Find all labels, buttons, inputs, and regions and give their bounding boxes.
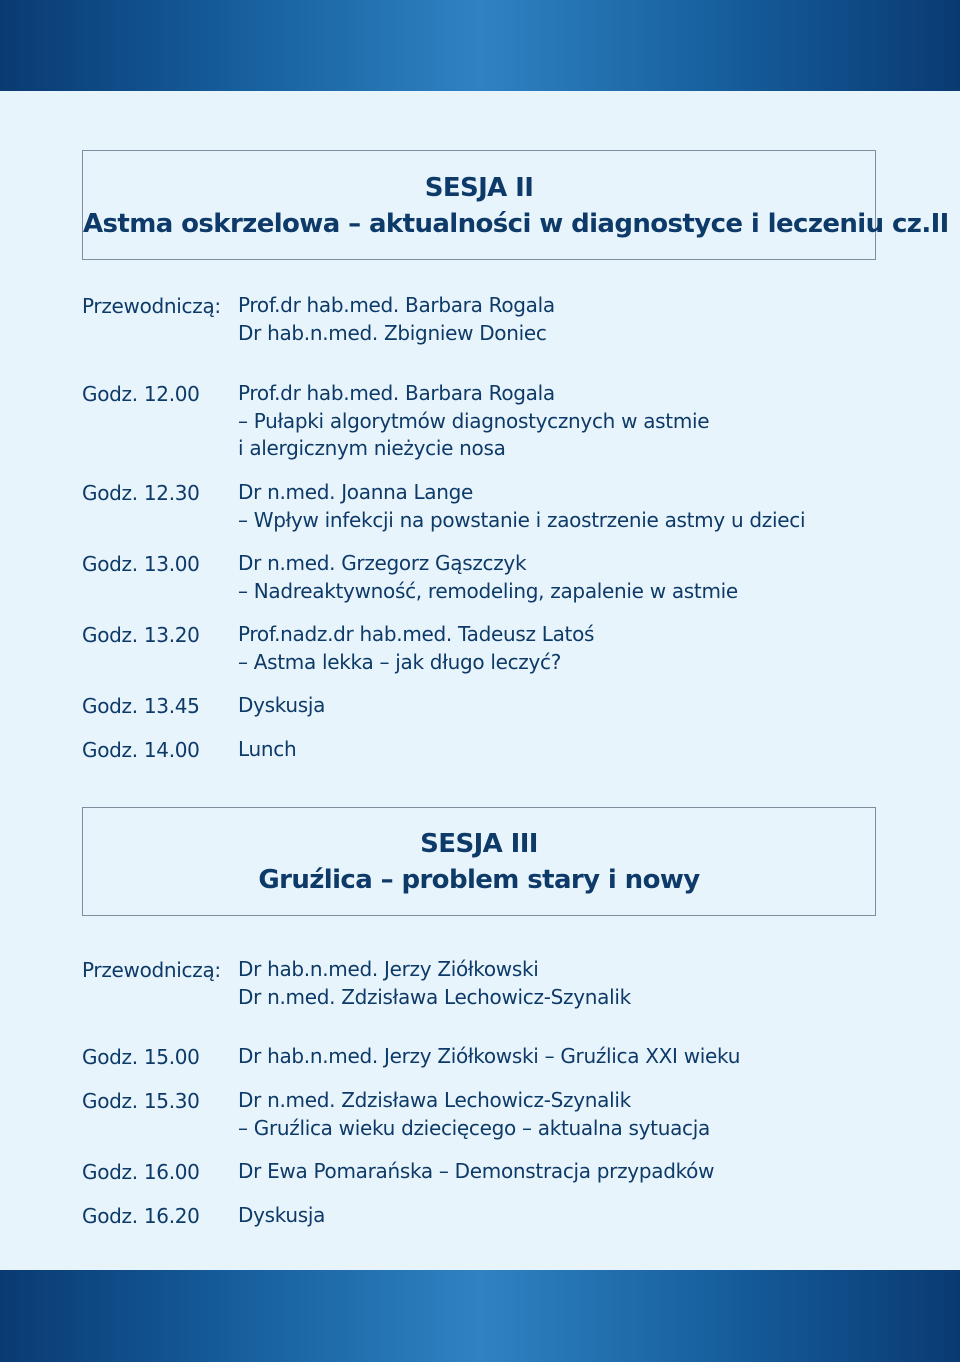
agenda-item (238, 1043, 740, 1071)
session-2-chairs (238, 292, 555, 347)
agenda-line: – Gruźlica wieku dziecięcego – aktualna sytuacja (238, 1115, 710, 1140)
session-2-chairs-label: Przewodniczą: (82, 294, 221, 318)
time-label: Godz. 12.30 (82, 481, 200, 505)
time-label: Godz. 13.00 (82, 552, 200, 576)
agenda-line: – Astma lekka – jak długo leczyć? (238, 649, 562, 674)
session-3-header (82, 807, 876, 916)
agenda-item (238, 1087, 710, 1142)
time-label: Godz. 14.00 (82, 738, 200, 762)
chair-name: Dr hab.n.med. Jerzy Ziółkowski (238, 957, 539, 981)
agenda-line: Dr Ewa Pomarańska – Demonstracja przypadków (238, 1159, 715, 1183)
header-band (0, 0, 960, 91)
agenda-item (238, 479, 805, 534)
footer-band (0, 1270, 960, 1362)
chair-name: Dr hab.n.med. Zbigniew Doniec (238, 320, 547, 345)
agenda-line: Lunch (238, 737, 297, 761)
agenda-line: Dyskusja (238, 1203, 326, 1227)
time-label: Godz. 13.45 (82, 694, 200, 718)
session-2-header (82, 150, 949, 260)
session-2-name: SESJA II (424, 173, 534, 203)
agenda-line: – Pułapki algorytmów diagnostycznych w astmie (238, 408, 710, 433)
agenda-item (238, 692, 325, 720)
session-2-title: Astma oskrzelowa – aktualności w diagnostyce i leczeniu cz.II (83, 209, 949, 239)
time-label: Godz. 15.30 (82, 1089, 200, 1113)
agenda-line: i alergicznym nieżycie nosa (238, 436, 506, 460)
session-3-name: SESJA III (420, 829, 538, 859)
agenda-line: Dr n.med. Grzegorz Gąszczyk (238, 551, 527, 575)
agenda-line: Prof.dr hab.med. Barbara Rogala (238, 381, 555, 405)
agenda-line: Dyskusja (238, 693, 326, 717)
time-label: Godz. 12.00 (82, 382, 200, 406)
agenda-line: Dr hab.n.med. Jerzy Ziółkowski – Gruźlica XXI wieku (238, 1044, 741, 1068)
agenda-line: – Wpływ infekcji na powstanie i zaostrzenie astmy u dzieci (238, 507, 806, 532)
agenda-line: Dr n.med. Joanna Lange (238, 480, 474, 504)
agenda-item (238, 621, 594, 676)
time-label: Godz. 16.00 (82, 1160, 200, 1184)
agenda-item (238, 1202, 325, 1230)
agenda-line: Dr n.med. Zdzisława Lechowicz-Szynalik (238, 1088, 631, 1112)
agenda-item (238, 380, 709, 463)
session-3-chairs-label: Przewodniczą: (82, 958, 221, 982)
agenda-line: Prof.nadz.dr hab.med. Tadeusz Latoś (238, 622, 595, 646)
time-label: Godz. 13.20 (82, 623, 200, 647)
session-3-chairs (238, 956, 631, 1011)
agenda-line: – Nadreaktywność, remodeling, zapalenie w astmie (238, 578, 738, 603)
agenda-item (238, 1158, 714, 1186)
chair-name: Dr n.med. Zdzisława Lechowicz-Szynalik (238, 984, 631, 1009)
time-label: Godz. 15.00 (82, 1045, 200, 1069)
session-3-title: Gruźlica – problem stary i nowy (258, 865, 700, 895)
chair-name: Prof.dr hab.med. Barbara Rogala (238, 293, 555, 317)
agenda-item (238, 550, 738, 605)
agenda-item (238, 736, 296, 764)
time-label: Godz. 16.20 (82, 1204, 200, 1228)
